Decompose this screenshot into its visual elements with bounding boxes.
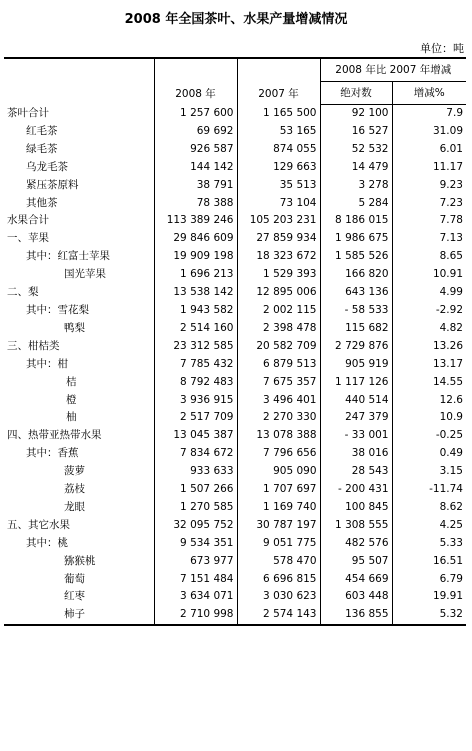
value-absolute-change: 1 308 555 — [320, 517, 392, 535]
table-row — [4, 266, 466, 284]
value-percent-change: 14.55 — [392, 374, 466, 392]
value-absolute-change: 2 729 876 — [320, 338, 392, 356]
table-row — [4, 463, 466, 481]
value-2008: 9 534 351 — [154, 535, 237, 553]
value-2008: 69 692 — [154, 123, 237, 141]
value-absolute-change: 3 278 — [320, 177, 392, 195]
value-2007: 73 104 — [237, 195, 320, 213]
table-row — [4, 230, 466, 248]
value-percent-change: 10.91 — [392, 266, 466, 284]
value-absolute-change: - 33 001 — [320, 427, 392, 445]
table-row — [4, 553, 466, 571]
value-percent-change: 3.15 — [392, 463, 466, 481]
value-absolute-change: - 58 533 — [320, 302, 392, 320]
unit-label: 单位：吨 — [420, 42, 464, 55]
value-2007: 12 895 006 — [237, 284, 320, 302]
row-label: 水果合计 — [7, 214, 49, 227]
value-percent-change: 7.9 — [392, 105, 466, 123]
value-2007: 9 051 775 — [237, 535, 320, 553]
header-absolute: 绝对数 — [320, 82, 392, 105]
row-label: 柚 — [66, 411, 77, 424]
value-percent-change: 13.26 — [392, 338, 466, 356]
value-absolute-change: 1 986 675 — [320, 230, 392, 248]
value-absolute-change: 28 543 — [320, 463, 392, 481]
value-percent-change: 4.25 — [392, 517, 466, 535]
row-label: 菠萝 — [64, 465, 85, 478]
table-row — [4, 212, 466, 230]
production-table — [4, 57, 466, 626]
header-item — [4, 58, 154, 105]
header-row-1 — [4, 58, 466, 82]
value-2007: 2 270 330 — [237, 409, 320, 427]
value-absolute-change: 643 136 — [320, 284, 392, 302]
value-percent-change: 4.82 — [392, 320, 466, 338]
value-2008: 2 710 998 — [154, 606, 237, 625]
value-2008: 1 943 582 — [154, 302, 237, 320]
header-change-group: 2008 年比 2007 年增减 — [320, 58, 466, 82]
value-percent-change: 7.23 — [392, 195, 466, 213]
value-2008: 673 977 — [154, 553, 237, 571]
table-row — [4, 284, 466, 302]
value-2007: 105 203 231 — [237, 212, 320, 230]
value-absolute-change: 440 514 — [320, 392, 392, 410]
value-percent-change: 7.13 — [392, 230, 466, 248]
value-percent-change: -0.25 — [392, 427, 466, 445]
value-absolute-change: 92 100 — [320, 105, 392, 123]
row-label: 龙眼 — [64, 500, 85, 513]
value-percent-change: 19.91 — [392, 588, 466, 606]
value-percent-change: 8.65 — [392, 248, 466, 266]
value-absolute-change: 136 855 — [320, 606, 392, 625]
value-2008: 7 785 432 — [154, 356, 237, 374]
table-row — [4, 302, 466, 320]
value-2007: 1 707 697 — [237, 481, 320, 499]
value-absolute-change: 5 284 — [320, 195, 392, 213]
value-2007: 578 470 — [237, 553, 320, 571]
value-percent-change: 16.51 — [392, 553, 466, 571]
value-2007: 7 796 656 — [237, 445, 320, 463]
row-label: 绿毛茶 — [26, 142, 58, 155]
value-2008: 3 634 071 — [154, 588, 237, 606]
value-2008: 7 151 484 — [154, 571, 237, 589]
table-row — [4, 159, 466, 177]
value-absolute-change: 905 919 — [320, 356, 392, 374]
row-label: 荔枝 — [64, 483, 85, 496]
value-2007: 3 496 401 — [237, 392, 320, 410]
value-2007: 30 787 197 — [237, 517, 320, 535]
row-label: 其中：雪花梨 — [26, 303, 89, 316]
value-percent-change: 10.9 — [392, 409, 466, 427]
value-percent-change: 13.17 — [392, 356, 466, 374]
value-2007: 2 398 478 — [237, 320, 320, 338]
value-absolute-change: 52 532 — [320, 141, 392, 159]
value-2008: 2 517 709 — [154, 409, 237, 427]
value-percent-change: 11.17 — [392, 159, 466, 177]
value-2008: 13 538 142 — [154, 284, 237, 302]
value-2008: 1 270 585 — [154, 499, 237, 517]
value-2007: 35 513 — [237, 177, 320, 195]
value-percent-change: 12.6 — [392, 392, 466, 410]
row-label: 四、热带亚热带水果 — [7, 429, 102, 442]
table-row — [4, 409, 466, 427]
value-2008: 933 633 — [154, 463, 237, 481]
table-row — [4, 141, 466, 159]
table-row — [4, 177, 466, 195]
value-percent-change: 7.78 — [392, 212, 466, 230]
table-row — [4, 320, 466, 338]
table-row — [4, 392, 466, 410]
table-row — [4, 445, 466, 463]
table-row — [4, 606, 466, 625]
value-2007: 53 165 — [237, 123, 320, 141]
row-label: 猕猴桃 — [64, 554, 96, 567]
value-2007: 1 529 393 — [237, 266, 320, 284]
table-row — [4, 588, 466, 606]
value-percent-change: -2.92 — [392, 302, 466, 320]
table-row — [4, 123, 466, 141]
value-2008: 38 791 — [154, 177, 237, 195]
header-percent: 增减% — [392, 82, 466, 105]
value-2008: 13 045 387 — [154, 427, 237, 445]
table-row — [4, 105, 466, 123]
value-2008: 78 388 — [154, 195, 237, 213]
row-label: 红枣 — [64, 590, 85, 603]
row-label: 茶叶合计 — [7, 106, 49, 119]
value-2008: 29 846 609 — [154, 230, 237, 248]
header-2007: 2007 年 — [237, 58, 320, 105]
value-2008: 2 514 160 — [154, 320, 237, 338]
value-2007: 2 002 115 — [237, 302, 320, 320]
value-absolute-change: 38 016 — [320, 445, 392, 463]
row-label: 其中：柑 — [26, 357, 68, 370]
value-absolute-change: 247 379 — [320, 409, 392, 427]
value-absolute-change: 1 117 126 — [320, 374, 392, 392]
value-2007: 874 055 — [237, 141, 320, 159]
value-absolute-change: 16 527 — [320, 123, 392, 141]
value-absolute-change: 1 585 526 — [320, 248, 392, 266]
row-label: 乌龙毛茶 — [26, 160, 68, 173]
table-row — [4, 517, 466, 535]
value-2007: 3 030 623 — [237, 588, 320, 606]
value-2008: 3 936 915 — [154, 392, 237, 410]
value-percent-change: 4.99 — [392, 284, 466, 302]
value-2007: 7 675 357 — [237, 374, 320, 392]
table-row — [4, 535, 466, 553]
table-row — [4, 356, 466, 374]
table-row — [4, 338, 466, 356]
row-label: 葡萄 — [64, 572, 85, 585]
value-percent-change: 6.01 — [392, 141, 466, 159]
value-2008: 32 095 752 — [154, 517, 237, 535]
value-2008: 23 312 585 — [154, 338, 237, 356]
value-percent-change: 0.49 — [392, 445, 466, 463]
value-2007: 905 090 — [237, 463, 320, 481]
value-absolute-change: 603 448 — [320, 588, 392, 606]
value-absolute-change: - 200 431 — [320, 481, 392, 499]
value-2007: 6 879 513 — [237, 356, 320, 374]
row-label: 橙 — [66, 393, 77, 406]
value-2008: 113 389 246 — [154, 212, 237, 230]
row-label: 国光苹果 — [64, 268, 106, 281]
value-2008: 1 507 266 — [154, 481, 237, 499]
value-absolute-change: 100 845 — [320, 499, 392, 517]
value-2008: 144 142 — [154, 159, 237, 177]
row-label: 红毛茶 — [26, 124, 58, 137]
value-percent-change: 5.33 — [392, 535, 466, 553]
value-absolute-change: 8 186 015 — [320, 212, 392, 230]
value-percent-change: 6.79 — [392, 571, 466, 589]
value-absolute-change: 454 669 — [320, 571, 392, 589]
table-row — [4, 427, 466, 445]
row-label: 鸭梨 — [64, 321, 85, 334]
table-row — [4, 571, 466, 589]
table-row — [4, 248, 466, 266]
value-2008: 8 792 483 — [154, 374, 237, 392]
value-percent-change: 9.23 — [392, 177, 466, 195]
header-2008: 2008 年 — [154, 58, 237, 105]
value-2007: 27 859 934 — [237, 230, 320, 248]
row-label: 柿子 — [4, 606, 154, 625]
table-row — [4, 499, 466, 517]
value-2008: 1 696 213 — [154, 266, 237, 284]
value-absolute-change: 115 682 — [320, 320, 392, 338]
value-2007: 2 574 143 — [237, 606, 320, 625]
value-percent-change: 8.62 — [392, 499, 466, 517]
value-2007: 129 663 — [237, 159, 320, 177]
value-2007: 20 582 709 — [237, 338, 320, 356]
value-2007: 1 169 740 — [237, 499, 320, 517]
value-absolute-change: 166 820 — [320, 266, 392, 284]
table-row — [4, 374, 466, 392]
table-row — [4, 195, 466, 213]
row-label: 一、苹果 — [7, 232, 49, 245]
value-absolute-change: 95 507 — [320, 553, 392, 571]
row-label: 五、其它水果 — [7, 518, 70, 531]
value-2007: 18 323 672 — [237, 248, 320, 266]
table-row — [4, 481, 466, 499]
row-label: 二、梨 — [7, 286, 39, 299]
value-percent-change: 31.09 — [392, 123, 466, 141]
value-2008: 7 834 672 — [154, 445, 237, 463]
row-label: 其中：香蕉 — [26, 447, 79, 460]
row-label: 其他茶 — [26, 196, 58, 209]
value-2007: 6 696 815 — [237, 571, 320, 589]
table-body — [4, 105, 466, 626]
value-absolute-change: 14 479 — [320, 159, 392, 177]
value-2008: 19 909 198 — [154, 248, 237, 266]
row-label: 紧压茶原料 — [26, 178, 79, 191]
value-2007: 13 078 388 — [237, 427, 320, 445]
value-percent-change: -11.74 — [392, 481, 466, 499]
value-2008: 926 587 — [154, 141, 237, 159]
row-label: 其中：桃 — [26, 536, 68, 549]
row-label: 桔 — [66, 375, 77, 388]
page-title: 2008 年全国茶叶、水果产量增减情况 — [124, 12, 348, 27]
row-label: 三、柑桔类 — [7, 339, 60, 352]
row-label: 其中：红富士苹果 — [26, 250, 110, 263]
value-2007: 1 165 500 — [237, 105, 320, 123]
value-2008: 1 257 600 — [154, 105, 237, 123]
value-absolute-change: 482 576 — [320, 535, 392, 553]
value-percent-change: 5.32 — [392, 606, 466, 625]
